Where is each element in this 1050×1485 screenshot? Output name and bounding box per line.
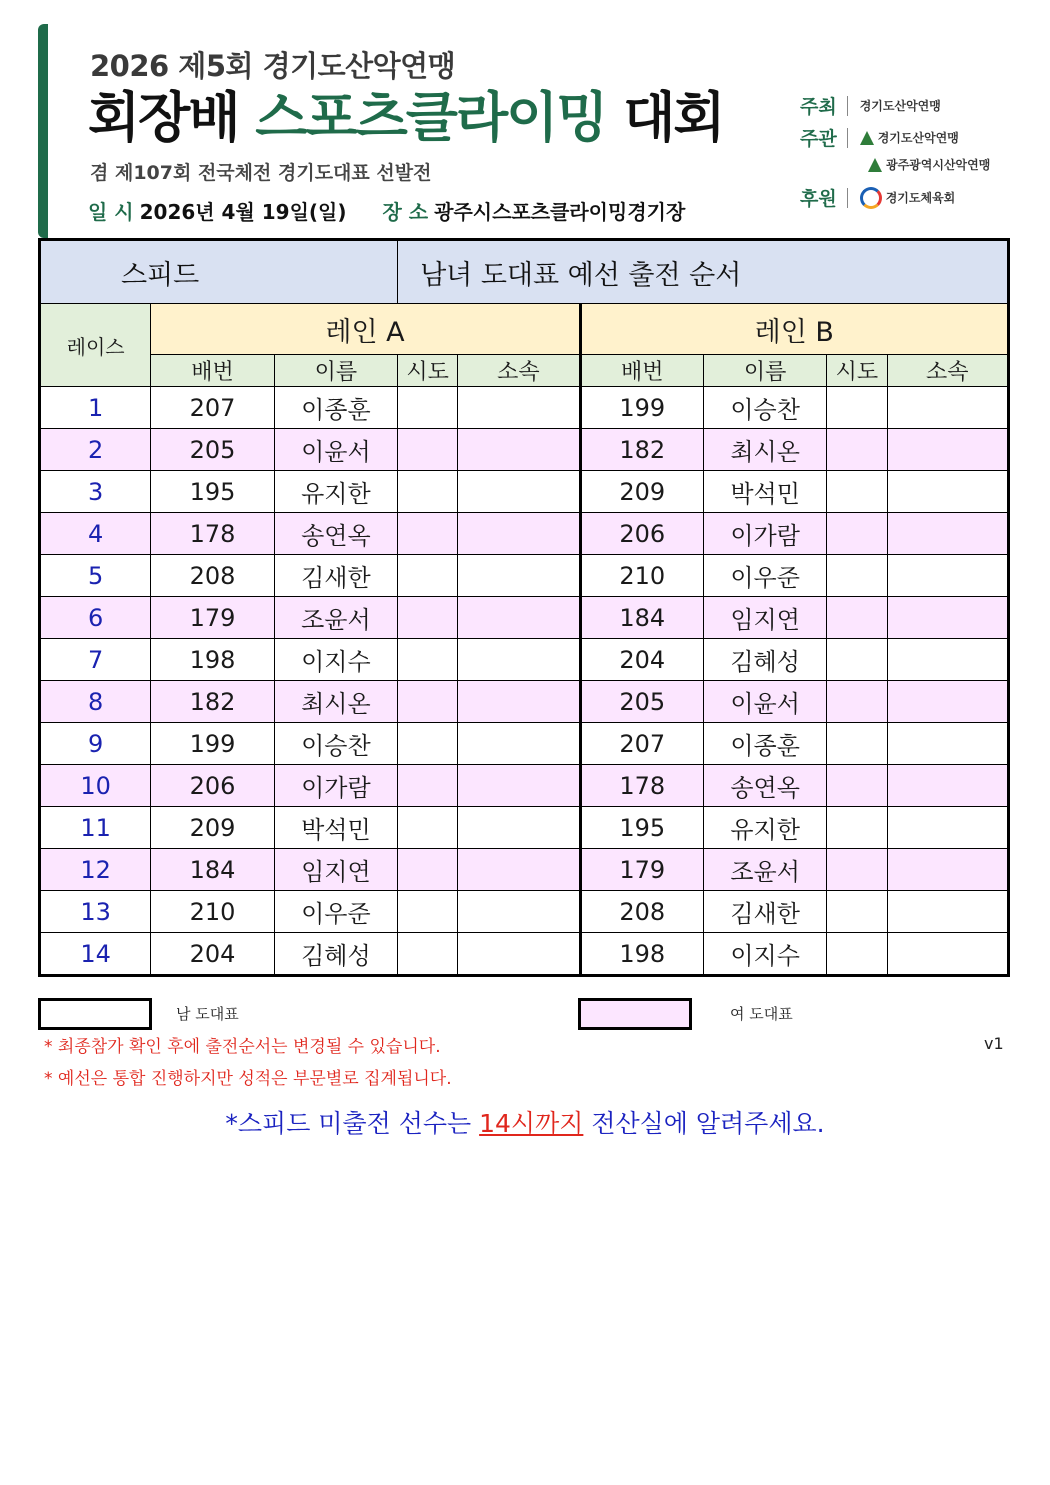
lane-a-province [398,933,458,976]
lane-a-name: 이승찬 [274,723,397,765]
lane-a-affiliation [458,471,580,513]
org-host [800,92,941,119]
lane-b-number: 210 [580,555,703,597]
header-date-venue [88,196,685,225]
race-number: 4 [40,513,151,555]
org-sponsor [800,184,955,211]
lane-a-province [398,555,458,597]
lane-b-province [827,513,887,555]
column-header-row [40,355,1009,387]
lane-a-affiliation [458,891,580,933]
lane-b-number: 184 [580,597,703,639]
lane-b-number: 205 [580,681,703,723]
lane-b-number: 178 [580,765,703,807]
lane-a-province [398,723,458,765]
lane-b-province [827,807,887,849]
lane-a-affiliation [458,639,580,681]
lane-b-number: 206 [580,513,703,555]
lane-b-name: 김새한 [703,891,826,933]
event-name: 스피드 [40,240,398,304]
lane-b-name: 이승찬 [703,387,826,429]
table-row [40,597,1009,639]
note-scoring: * 예선은 통합 진행하지만 성적은 부문별로 집계됩니다. [44,1069,452,1089]
start-order-table [38,238,1010,977]
lane-a-name: 조윤서 [274,597,397,639]
lane-a-province [398,429,458,471]
legend-male-label: 남 도대표 [176,1005,239,1023]
manager-name-2 [868,156,990,173]
lane-b-province [827,681,887,723]
mountain-tree-icon [860,131,874,145]
lane-b-affiliation [887,513,1009,555]
manager-name-1-text: 경기도산악연맹 [877,131,959,145]
lane-a-number: 209 [151,807,274,849]
lane-a-affiliation [458,597,580,639]
table-body [40,387,1009,976]
lane-a-affiliation [458,933,580,976]
race-number: 6 [40,597,151,639]
lane-a-name: 이종훈 [274,387,397,429]
lane-b-name: 최시온 [703,429,826,471]
lane-a-number: 205 [151,429,274,471]
lane-b-province [827,849,887,891]
lane-a-province [398,891,458,933]
table-title: 남녀 도대표 예선 출전 순서 [398,240,1009,304]
lane-b-number: 182 [580,429,703,471]
lane-a-province [398,765,458,807]
table-row [40,849,1009,891]
lane-b-name: 이지수 [703,933,826,976]
lane-a-number: 198 [151,639,274,681]
org-manager [800,124,959,151]
col-header-province: 시도 [827,355,887,387]
lane-a-number: 182 [151,681,274,723]
table-row [40,639,1009,681]
absence-notice [0,1104,1050,1140]
lane-a-number: 210 [151,891,274,933]
sponsor-name [860,187,956,209]
lane-b-header: 레인 B [580,304,1008,355]
lane-a-number: 178 [151,513,274,555]
lane-b-name: 박석민 [703,471,826,513]
lane-a-number: 184 [151,849,274,891]
table-title-row [40,240,1009,304]
lane-a-affiliation [458,807,580,849]
race-number: 13 [40,891,151,933]
lane-a-name: 송연옥 [274,513,397,555]
lane-a-province [398,807,458,849]
lane-a-name: 이가람 [274,765,397,807]
header-accent-bar [38,24,48,238]
lane-a-affiliation [458,681,580,723]
lane-b-province [827,639,887,681]
table-row [40,681,1009,723]
host-name: 경기도산악연맹 [859,99,941,113]
lane-b-province [827,765,887,807]
header-subtitle: 겸 제107회 전국체전 경기도대표 선발전 [90,162,432,184]
race-number: 11 [40,807,151,849]
sports-council-logo-icon [860,187,882,209]
table-row [40,429,1009,471]
legend-female-label: 여 도대표 [730,1005,793,1023]
title-accent: 스포츠클라이밍 [255,86,607,149]
lane-b-affiliation [887,387,1009,429]
lane-a-affiliation [458,513,580,555]
lane-b-number: 204 [580,639,703,681]
lane-a-affiliation [458,555,580,597]
lane-a-name: 김혜성 [274,933,397,976]
lane-a-number: 195 [151,471,274,513]
lane-b-affiliation [887,555,1009,597]
lane-b-name: 이윤서 [703,681,826,723]
table-row [40,471,1009,513]
lane-a-name: 이지수 [274,639,397,681]
absence-deadline: 14시까지 [479,1109,584,1138]
col-header-number: 배번 [580,355,703,387]
table-row [40,513,1009,555]
lane-a-name: 이윤서 [274,429,397,471]
mountain-tree-icon [868,158,882,172]
lane-a-affiliation [458,387,580,429]
lane-b-name: 이가람 [703,513,826,555]
lane-a-province [398,387,458,429]
col-header-affiliation: 소속 [887,355,1009,387]
race-number: 7 [40,639,151,681]
lane-b-affiliation [887,849,1009,891]
lane-a-name: 최시온 [274,681,397,723]
race-number: 1 [40,387,151,429]
table-row [40,891,1009,933]
lane-a-number: 204 [151,933,274,976]
race-number: 3 [40,471,151,513]
lane-a-affiliation [458,429,580,471]
lane-b-name: 조윤서 [703,849,826,891]
lane-b-number: 195 [580,807,703,849]
lane-b-affiliation [887,807,1009,849]
col-header-number: 배번 [151,355,274,387]
absence-notice-pre: *스피드 미출전 선수는 [225,1109,480,1138]
lane-b-affiliation [887,639,1009,681]
lane-header-row [40,304,1009,355]
lane-a-number: 207 [151,387,274,429]
lane-a-province [398,681,458,723]
race-number: 5 [40,555,151,597]
lane-b-affiliation [887,597,1009,639]
venue-label: 장 소 [382,200,429,224]
sponsor-name-text: 경기도체육회 [885,191,956,205]
lane-a-name: 박석민 [274,807,397,849]
header-federation-line: 2026 제5회 경기도산악연맹 [90,49,456,83]
lane-a-number: 206 [151,765,274,807]
table-row [40,723,1009,765]
lane-b-number: 179 [580,849,703,891]
manager-label: 주관 [800,128,837,150]
venue-value: 광주시스포츠클라이밍경기장 [434,200,686,224]
table-row [40,387,1009,429]
lane-b-number: 207 [580,723,703,765]
race-number: 2 [40,429,151,471]
lane-a-province [398,471,458,513]
race-number: 8 [40,681,151,723]
lane-b-number: 208 [580,891,703,933]
lane-a-province [398,513,458,555]
col-header-name: 이름 [274,355,397,387]
lane-a-province [398,849,458,891]
note-order-change: * 최종참가 확인 후에 출전순서는 변경될 수 있습니다. [44,1037,441,1057]
lane-b-affiliation [887,429,1009,471]
lane-a-header: 레인 A [151,304,580,355]
race-number: 12 [40,849,151,891]
lane-a-name: 이우준 [274,891,397,933]
race-number: 10 [40,765,151,807]
table-row [40,765,1009,807]
lane-b-number: 209 [580,471,703,513]
lane-b-affiliation [887,681,1009,723]
host-label: 주최 [800,96,837,118]
table-row [40,807,1009,849]
legend-male-swatch [38,998,152,1030]
title-suffix: 대회 [606,86,724,149]
race-number: 9 [40,723,151,765]
sponsor-label: 후원 [800,188,837,210]
lane-b-name: 이종훈 [703,723,826,765]
lane-a-province [398,597,458,639]
lane-b-affiliation [887,765,1009,807]
lane-b-affiliation [887,723,1009,765]
lane-a-number: 179 [151,597,274,639]
manager-name-2-text: 광주광역시산악연맹 [886,158,991,172]
lane-b-province [827,555,887,597]
title-prefix: 회장배 [88,86,256,149]
lane-b-number: 198 [580,933,703,976]
lane-b-name: 김혜성 [703,639,826,681]
lane-a-affiliation [458,765,580,807]
col-header-affiliation: 소속 [458,355,580,387]
table-row [40,555,1009,597]
absence-notice-post: 전산실에 알려주세요. [583,1109,825,1138]
col-header-name: 이름 [703,355,826,387]
lane-a-number: 208 [151,555,274,597]
lane-b-province [827,597,887,639]
col-header-province: 시도 [398,355,458,387]
race-header: 레이스 [40,304,151,387]
legend-female-swatch [578,998,692,1030]
lane-a-name: 유지한 [274,471,397,513]
race-number: 14 [40,933,151,976]
lane-a-number: 199 [151,723,274,765]
lane-a-affiliation [458,723,580,765]
lane-b-number: 199 [580,387,703,429]
manager-name-1 [860,129,959,146]
lane-b-province [827,933,887,976]
lane-b-name: 유지한 [703,807,826,849]
lane-b-name: 이우준 [703,555,826,597]
page-title [88,86,724,150]
lane-b-province [827,387,887,429]
date-value: 2026년 4월 19일(일) [139,200,347,224]
date-label: 일 시 [88,200,134,224]
lane-b-name: 임지연 [703,597,826,639]
lane-a-province [398,639,458,681]
lane-a-name: 김새한 [274,555,397,597]
lane-b-affiliation [887,933,1009,976]
lane-b-affiliation [887,891,1009,933]
table-row [40,933,1009,976]
lane-b-province [827,891,887,933]
lane-b-province [827,723,887,765]
lane-a-name: 임지연 [274,849,397,891]
lane-a-affiliation [458,849,580,891]
lane-b-affiliation [887,471,1009,513]
lane-b-province [827,471,887,513]
version-label: v1 [984,1034,1004,1053]
lane-b-province [827,429,887,471]
lane-b-name: 송연옥 [703,765,826,807]
